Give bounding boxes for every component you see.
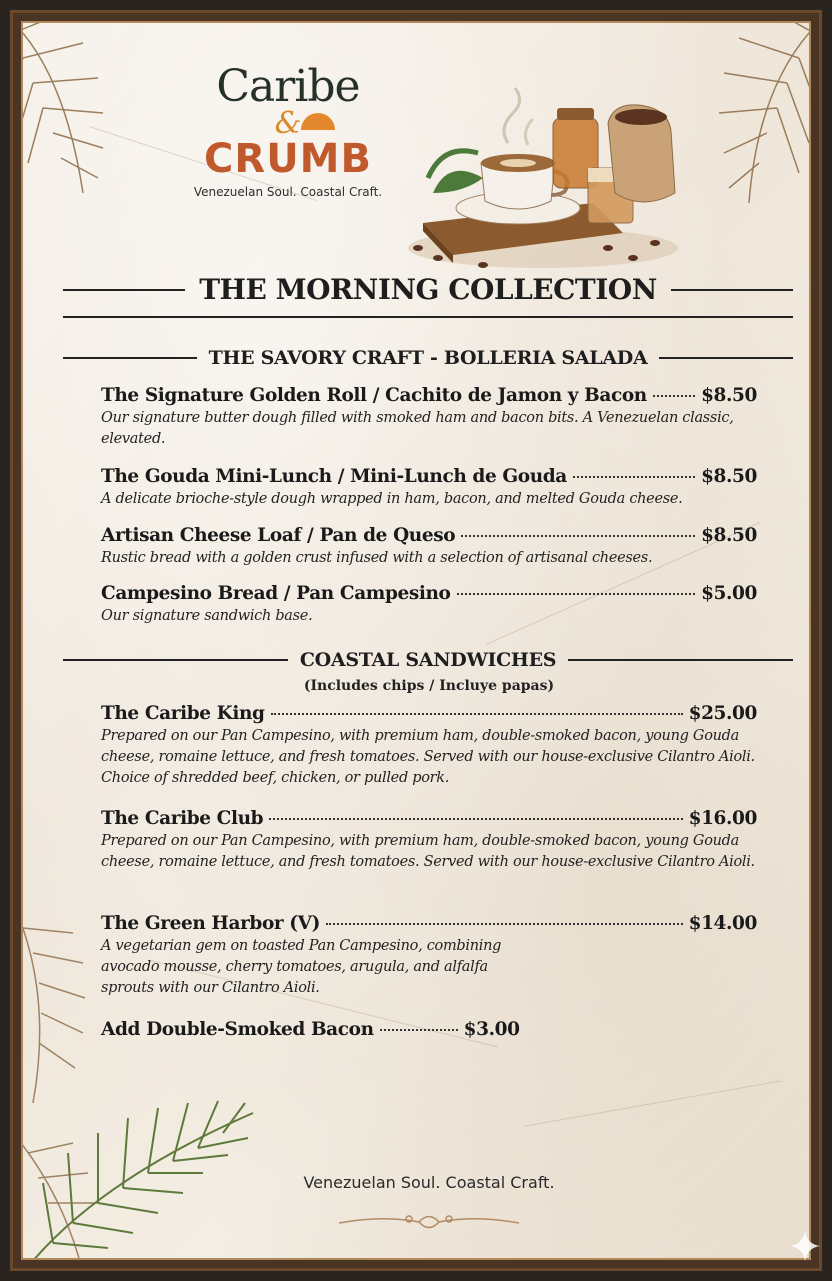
item-price: $8.50 — [701, 385, 757, 406]
item-name: Add Double-Smoked Bacon — [101, 1019, 374, 1040]
brand-name-top: Caribe — [216, 61, 360, 112]
item-name: Campesino Bread / Pan Campesino — [101, 583, 451, 604]
flourish-icon — [339, 1209, 519, 1235]
menu-item — [101, 466, 757, 510]
item-price: $25.00 — [688, 703, 757, 724]
menu-item — [101, 583, 757, 627]
menu-frame — [10, 10, 822, 1271]
title-underline — [63, 316, 793, 318]
menu-item — [101, 525, 757, 569]
item-name: The Caribe King — [101, 703, 265, 724]
section-header-savory — [63, 347, 793, 369]
brand-ampersand: & — [274, 106, 302, 141]
item-name: The Signature Golden Roll / Cachito de Jamon y Bacon — [101, 385, 647, 406]
item-description: Rustic bread with a golden crust infused with a selection of artisanal cheeses. — [101, 550, 653, 566]
item-price: $16.00 — [688, 808, 757, 829]
palm-leaf-icon — [21, 21, 153, 203]
menu-page — [21, 21, 811, 1260]
sparkle-icon — [788, 1229, 822, 1263]
menu-item — [101, 703, 757, 789]
section-note: (Includes chips / Incluye papas) — [303, 678, 555, 694]
menu-title-row — [63, 273, 793, 306]
item-description: Prepared on our Pan Campesino, with premium ham, double-smoked bacon, young Gouda cheese, romaine lettuce, and fresh tomatoes. Served with our house-exclusive Cilantro Aioli. Choice of shredded beef, chicken, or pulled pork. — [101, 728, 755, 786]
item-price: $8.50 — [701, 525, 757, 546]
section-title: THE SAVORY CRAFT - BOLLERIA SALADA — [208, 347, 648, 369]
footer-tagline: Venezuelan Soul. Coastal Craft. — [303, 1173, 555, 1192]
item-description: Our signature butter dough filled with smoked ham and bacon bits. A Venezuelan classic, elevated. — [101, 410, 734, 447]
menu-item — [101, 385, 757, 450]
item-description: A delicate brioche-style dough wrapped in ham, bacon, and melted Gouda cheese. — [101, 491, 683, 507]
item-price: $8.50 — [701, 466, 757, 487]
menu-item — [101, 808, 757, 873]
item-price: $14.00 — [688, 913, 757, 934]
palm-leaf-icon — [21, 1073, 273, 1260]
menu-item-addon — [101, 1019, 520, 1040]
brand-logo — [173, 63, 403, 199]
item-name: The Caribe Club — [101, 808, 264, 829]
item-price: $5.00 — [701, 583, 757, 604]
item-name: Artisan Cheese Loaf / Pan de Queso — [101, 525, 456, 546]
brand-name-bottom: CRUMB — [204, 136, 372, 182]
brand-tagline: Venezuelan Soul. Coastal Craft. — [193, 185, 383, 199]
item-name: The Gouda Mini-Lunch / Mini-Lunch de Gouda — [101, 466, 567, 487]
item-price: $3.00 — [463, 1019, 520, 1040]
item-name: The Green Harbor (V) — [101, 913, 320, 934]
section-title: COASTAL SANDWICHES — [299, 649, 557, 671]
menu-title: THE MORNING COLLECTION — [199, 273, 657, 306]
item-description: Prepared on our Pan Campesino, with premium ham, double-smoked bacon, young Gouda cheese, romaine lettuce, and fresh tomatoes. Served with our house-exclusive Cilantro Aioli. — [101, 833, 755, 870]
item-description: A vegetarian gem on toasted Pan Campesino, combining avocado mousse, cherry tomatoes, arugula, and alfalfa sprouts with our Cilantro Aioli. — [101, 938, 502, 996]
section-header-sandwiches — [63, 649, 793, 671]
coffee-cup-icon — [393, 83, 693, 273]
menu-item — [101, 913, 757, 999]
item-description: Our signature sandwich base. — [101, 608, 313, 624]
